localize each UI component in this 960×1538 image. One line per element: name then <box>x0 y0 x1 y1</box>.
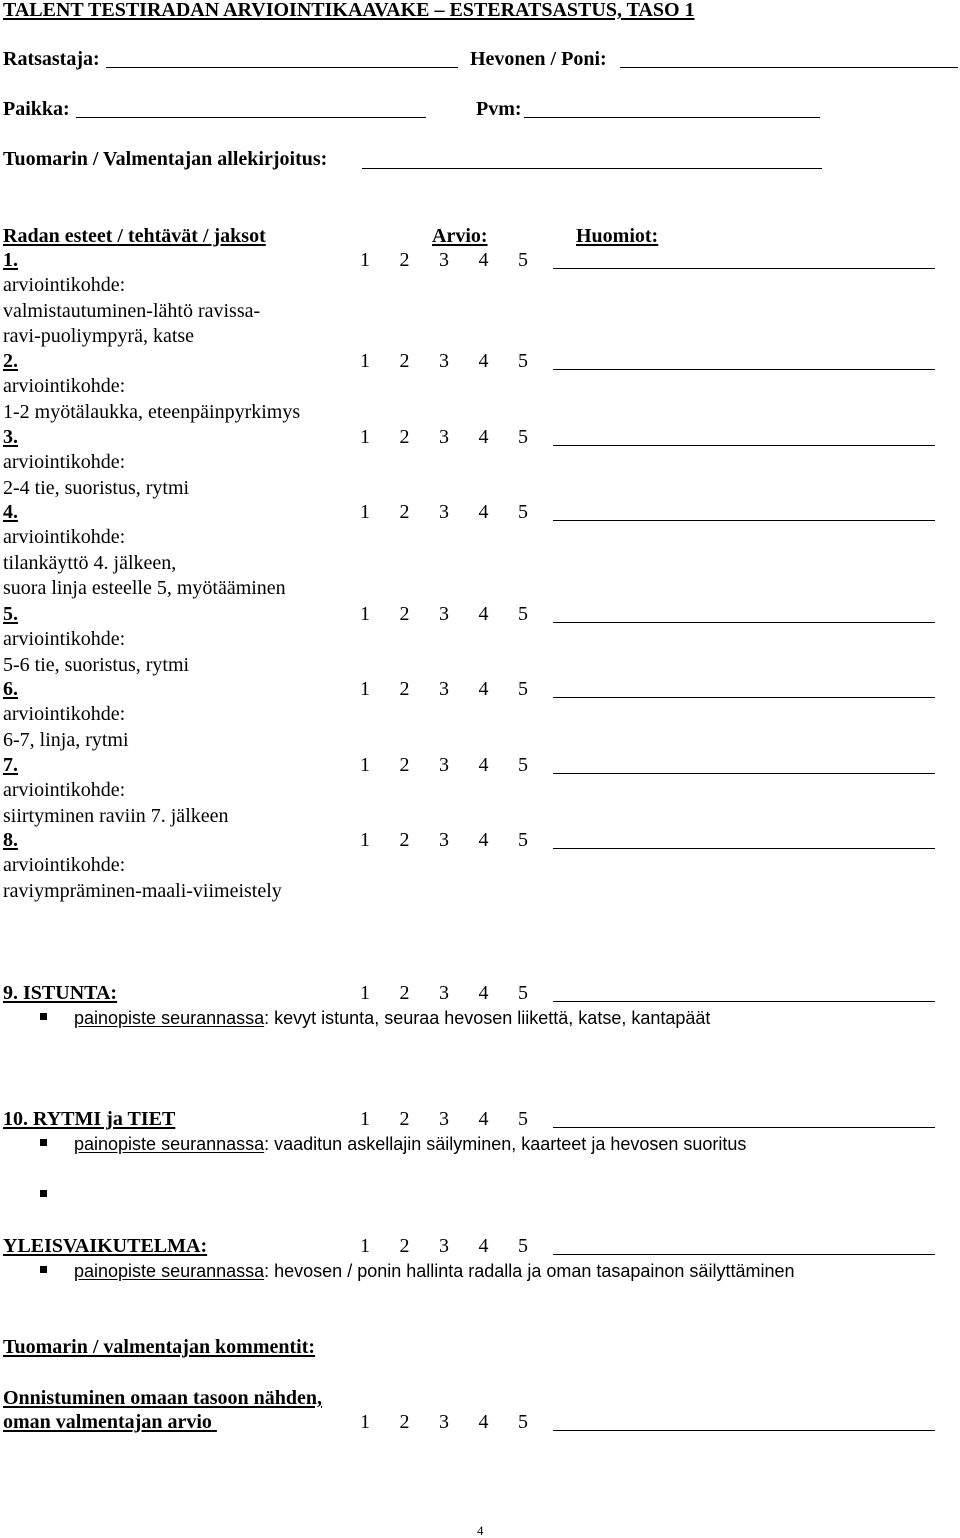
rhythm-score-scale[interactable]: 1 2 3 4 5 <box>360 1108 528 1130</box>
score-option[interactable]: 4 <box>478 350 489 372</box>
rhythm-focus: painopiste seurannassa: vaaditun askellajin säilyminen, kaarteet ja hevosen suoritus <box>74 1134 747 1154</box>
item-description: ravi-puoliympyrä, katse <box>3 324 195 347</box>
item-notes-field[interactable] <box>553 848 935 849</box>
item-description: 1-2 myötälaukka, eteenpäinpyrkimys <box>3 400 301 423</box>
seat-focus: painopiste seurannassa: kevyt istunta, seuraa hevosen liikettä, katse, kantapäät <box>74 1008 711 1028</box>
score-option[interactable]: 1 <box>360 829 370 851</box>
score-option[interactable]: 2 <box>399 350 410 372</box>
score-option[interactable]: 1 <box>360 603 370 625</box>
item-number: 3. <box>3 426 18 448</box>
score-option[interactable]: 2 <box>399 603 410 625</box>
overall-focus: painopiste seurannassa: hevosen / ponin hallinta radalla ja oman tasapainon säilyttäminen <box>74 1261 795 1281</box>
overall-title: YLEISVAIKUTELMA: <box>3 1235 208 1257</box>
seat-title: 9. ISTUNTA: <box>3 982 118 1004</box>
item-notes-field[interactable] <box>553 369 935 370</box>
item-notes-field[interactable] <box>553 445 935 446</box>
score-option[interactable]: 5 <box>518 426 528 448</box>
item-description: 2-4 tie, suoristus, rytmi <box>3 476 190 499</box>
tasks-column-header: Radan esteet / tehtävät / jaksot <box>3 225 266 247</box>
item-description: raviympräminen-maali-viimeistely <box>3 879 282 902</box>
item-number: 2. <box>3 350 18 372</box>
comments-label: Tuomarin / valmentajan kommentit: <box>3 1336 316 1358</box>
place-label: Paikka: <box>3 98 70 120</box>
score-option[interactable]: 4 <box>478 426 489 448</box>
item-number: 4. <box>3 501 18 523</box>
overall-notes-field[interactable] <box>553 1254 935 1255</box>
item-description: valmistautuminen-lähtö ravissa- <box>3 299 261 322</box>
score-option[interactable]: 4 <box>478 249 489 271</box>
item-number: 7. <box>3 754 18 776</box>
item-description: tilankäyttö 4. jälkeen, <box>3 551 177 574</box>
item-description: suora linja esteelle 5, myötääminen <box>3 576 286 599</box>
score-option[interactable]: 3 <box>439 829 449 851</box>
score-option[interactable]: 5 <box>518 603 528 625</box>
score-option[interactable]: 5 <box>518 829 528 851</box>
score-option[interactable]: 4 <box>478 501 489 523</box>
item-number: 1. <box>3 249 18 271</box>
score-option[interactable]: 5 <box>518 501 528 523</box>
item-number: 6. <box>3 678 18 700</box>
score-option[interactable]: 3 <box>439 501 449 523</box>
rhythm-title: 10. RYTMI ja TIET <box>3 1108 176 1130</box>
overall-bullet-icon <box>40 1266 47 1273</box>
score-option[interactable]: 1 <box>360 426 370 448</box>
seat-bullet-icon <box>40 1013 47 1020</box>
item-label: arviointikohde: <box>3 703 126 726</box>
item-description: siirtyminen raviin 7. jälkeen <box>3 804 229 827</box>
score-option[interactable]: 3 <box>439 350 449 372</box>
score-option[interactable]: 4 <box>478 754 489 776</box>
score-option[interactable]: 5 <box>518 350 528 372</box>
item-score-scale[interactable] <box>360 604 558 624</box>
page-number: 4 <box>477 1523 484 1538</box>
score-option[interactable]: 2 <box>399 426 410 448</box>
date-label: Pvm: <box>476 98 522 120</box>
item-score-scale[interactable] <box>360 830 558 850</box>
score-option[interactable]: 2 <box>399 678 410 700</box>
item-label: arviointikohde: <box>3 274 126 297</box>
own-level-notes-field[interactable] <box>553 1430 935 1431</box>
score-option[interactable]: 2 <box>399 754 410 776</box>
item-score-scale[interactable] <box>360 351 558 371</box>
signature-label: Tuomarin / Valmentajan allekirjoitus: <box>3 148 328 170</box>
overall-score-scale[interactable]: 1 2 3 4 5 <box>360 1235 528 1257</box>
item-number: 5. <box>3 603 18 625</box>
item-label: arviointikohde: <box>3 526 126 549</box>
score-option[interactable]: 5 <box>518 678 528 700</box>
score-option[interactable]: 3 <box>439 249 449 271</box>
seat-notes-field[interactable] <box>553 1001 935 1002</box>
own-level-line2: oman valmentajan arvio <box>3 1411 212 1433</box>
own-level-score-scale[interactable]: 1 2 3 4 5 <box>360 1411 528 1433</box>
score-option[interactable]: 2 <box>399 249 410 271</box>
item-description: 6-7, linja, rytmi <box>3 728 129 751</box>
score-option[interactable]: 1 <box>360 501 370 523</box>
item-score-scale[interactable] <box>360 502 558 522</box>
item-number: 8. <box>3 829 18 851</box>
own-level-line1: Onnistuminen omaan tasoon nähden, <box>3 1387 322 1409</box>
item-notes-field[interactable] <box>553 697 935 698</box>
item-score-scale[interactable] <box>360 755 558 775</box>
horse-field[interactable] <box>620 67 958 68</box>
empty-bullet-icon <box>40 1190 47 1197</box>
place-field[interactable] <box>76 117 426 118</box>
score-option[interactable]: 5 <box>518 249 528 271</box>
item-description: 5-6 tie, suoristus, rytmi <box>3 653 190 676</box>
item-label: arviointikohde: <box>3 451 126 474</box>
score-option[interactable]: 3 <box>439 678 449 700</box>
score-option[interactable]: 1 <box>360 678 370 700</box>
rider-label: Ratsastaja: <box>3 48 100 70</box>
item-notes-field[interactable] <box>553 268 935 269</box>
rhythm-notes-field[interactable] <box>553 1127 935 1128</box>
horse-label: Hevonen / Poni: <box>470 48 607 70</box>
item-label: arviointikohde: <box>3 628 126 651</box>
score-option[interactable]: 3 <box>439 754 449 776</box>
score-option[interactable]: 3 <box>439 426 449 448</box>
form-title: TALENT TESTIRADAN ARVIOINTIKAAVAKE – ESTERATSASTUS, TASO 1 <box>3 0 695 21</box>
item-label: arviointikohde: <box>3 375 126 398</box>
date-field[interactable] <box>524 117 820 118</box>
item-score-scale[interactable] <box>360 679 558 699</box>
score-option[interactable]: 2 <box>399 829 410 851</box>
score-option[interactable]: 5 <box>518 754 528 776</box>
rider-field[interactable] <box>106 67 458 68</box>
score-column-header: Arvio: <box>432 225 488 247</box>
score-option[interactable]: 1 <box>360 249 370 271</box>
score-option[interactable]: 3 <box>439 603 449 625</box>
score-option[interactable]: 1 <box>360 350 370 372</box>
item-notes-field[interactable] <box>553 622 935 623</box>
notes-column-header: Huomiot: <box>576 225 659 247</box>
item-label: arviointikohde: <box>3 779 126 802</box>
score-option[interactable]: 4 <box>478 678 489 700</box>
item-score-scale[interactable] <box>360 250 558 270</box>
score-option[interactable]: 4 <box>478 829 489 851</box>
seat-score-scale[interactable]: 1 2 3 4 5 <box>360 982 528 1004</box>
item-notes-field[interactable] <box>553 773 935 774</box>
score-option[interactable]: 4 <box>478 603 489 625</box>
item-notes-field[interactable] <box>553 520 935 521</box>
item-score-scale[interactable] <box>360 427 558 447</box>
score-option[interactable]: 1 <box>360 754 370 776</box>
rhythm-bullet-icon <box>40 1139 47 1146</box>
item-label: arviointikohde: <box>3 854 126 877</box>
score-option[interactable]: 2 <box>399 501 410 523</box>
signature-field[interactable] <box>362 168 822 169</box>
